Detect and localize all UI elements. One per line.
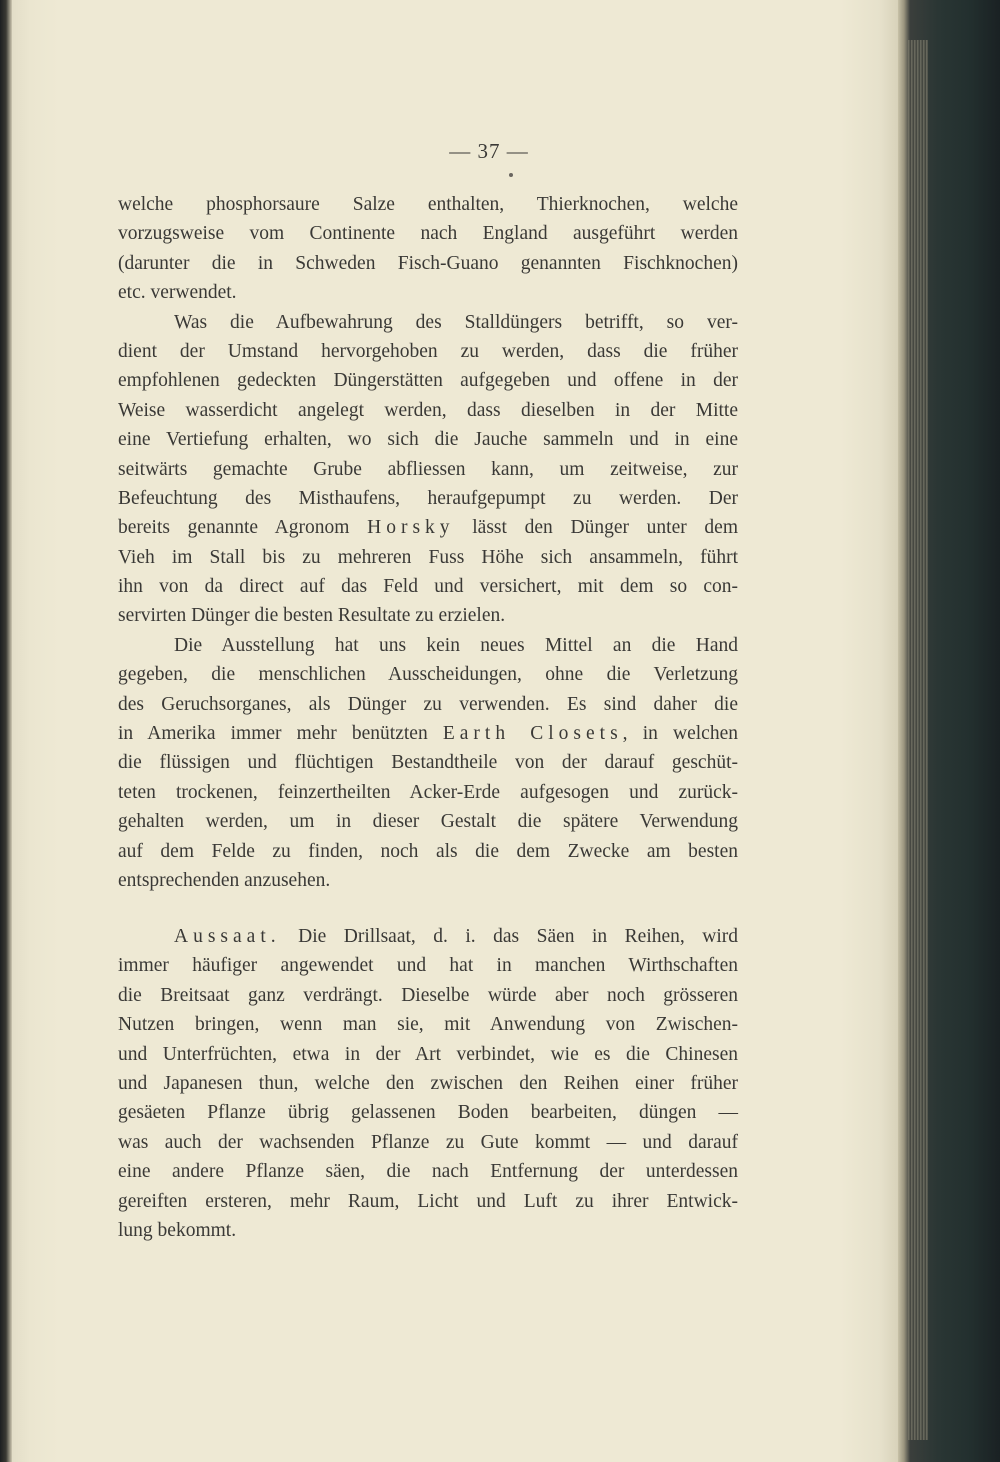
text-line: bereits genannte Agronom Horsky lässt den Dünger unter dem [118,517,739,539]
text-line: Vieh im Stall bis zu mehreren Fuss Höhe sich ansammeln, führt [118,546,738,568]
book-binding-edge [898,0,1000,1462]
text-line: und Japanesen thun, welche den zwischen den Reihen einer früher [118,1072,738,1094]
text-line: eine andere Pflanze säen, die nach Entfernung der unterdessen [118,1161,738,1183]
text-line: Weise wasserdicht angelegt werden, dass dieselben in der Mitte [118,399,738,421]
text-line: Befeuchtung des Misthaufens, heraufgepumpt zu werden. Der [118,487,738,509]
text-line: die Breitsaat ganz verdrängt. Dieselbe würde aber noch grösseren [118,984,738,1006]
text-line: gesäeten Pflanze übrig gelassenen Boden bearbeiten, düngen — [118,1102,738,1124]
text-line: vorzugsweise vom Continente nach England ausgeführt werden [118,223,738,245]
text-line: und Unterfrüchten, etwa in der Art verbindet, wie es die Chinesen [118,1043,738,1065]
text-line: (darunter die in Schweden Fisch-Guano genannten Fischknochen) [118,252,738,274]
text-line: in Amerika immer mehr benützten Earth Closets, in welchen [118,723,738,745]
text-line: des Geruchsorganes, als Dünger zu verwenden. Es sind daher die [118,693,738,715]
section-title: Aussaat. [174,926,281,947]
left-page-edge [0,0,12,1462]
ink-speck [509,173,513,177]
body-text [118,190,738,895]
text-line: teten trockenen, feinzertheilten Acker-Erde aufgesogen und zurück- [118,781,738,803]
spaced-name: Horsky [367,517,455,539]
text-line: servirten Dünger die besten Resultate zu erzielen. [118,605,506,627]
text-line: welche phosphorsaure Salze enthalten, Thierknochen, welche [118,194,738,215]
text-line: entsprechenden anzusehen. [118,869,331,891]
text-line: seitwärts gemachte Grube abfliessen kann, um zeitweise, zur [118,458,738,480]
body-text-section [118,922,738,1245]
text-line: gehalten werden, um in dieser Gestalt die spätere Verwendung [118,811,738,833]
text-line: lung bekommt. [118,1219,237,1241]
text-line: auf dem Felde zu finden, noch als die dem Zwecke am besten [118,840,738,862]
text-line: gegeben, die menschlichen Ausscheidungen, ohne die Verletzung [118,664,738,686]
page-edges [908,40,928,1440]
text-line: immer häufiger angewendet und hat in manchen Wirthschaften [118,955,738,977]
text-line: gereiften ersteren, mehr Raum, Licht und Luft zu ihrer Entwick- [118,1190,738,1212]
text-line: Die Ausstellung hat uns kein neues Mittel an die Hand [174,634,738,656]
text-line: Was die Aufbewahrung des Stalldüngers betrifft, so ver- [174,311,738,333]
text-line: eine Vertiefung erhalten, wo sich die Jauche sammeln und in eine [118,429,738,451]
text-line: ihn von da direct auf das Feld und versichert, mit dem so con- [118,576,738,598]
page-number: — 37 — [449,139,529,163]
text-line: etc. verwendet. [118,282,237,304]
spaced-term: Earth Closets [442,723,623,745]
text-line: was auch der wachsenden Pflanze zu Gute kommt — und darauf [118,1131,738,1153]
text-line: empfohlenen gedeckten Düngerstätten aufgegeben und offene in der [118,370,738,392]
text-line: die flüssigen und flüchtigen Bestandtheile von der darauf geschüt- [118,752,738,774]
section-heading-line: Aussaat. Die Drillsaat, d. i. das Säen in Reihen, wird [174,926,738,947]
text-line: Nutzen bringen, wenn man sie, mit Anwendung von Zwischen- [118,1014,738,1036]
text-line: dient der Umstand hervorgehoben zu werden, dass die früher [118,340,738,362]
